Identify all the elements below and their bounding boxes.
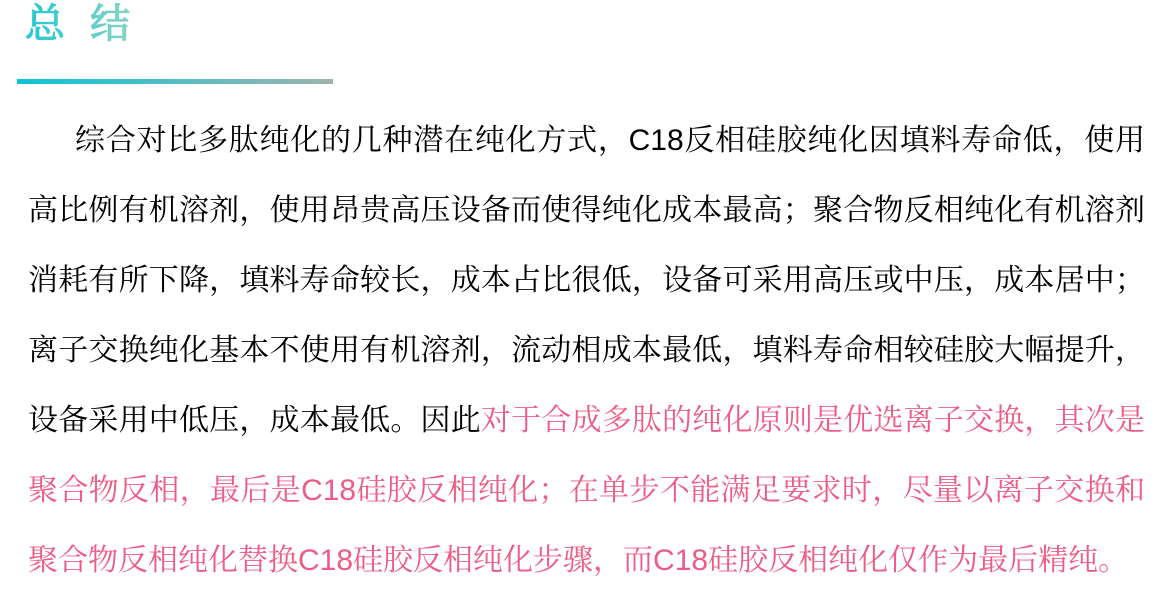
title-underline [17,79,333,84]
paragraph-main-text: 综合对比多肽纯化的几种潜在纯化方式，C18反相硅胶纯化因填料寿命低，使用高比例有机溶剂，使用昂贵高压设备而使得纯化成本最高；聚合物反相纯化有机溶剂消耗有所下降，填料寿命较长，成本占比很低，设备可采用高压或中压，成本居中；离子交换纯化基本不使用有机溶剂，流动相成本最低，填料寿命相较硅胶大幅提升，设备采用中低压，成本最低。因此 [28,124,1145,437]
paragraph-highlight-text: 对于合成多肽的纯化原则是优选离子交换，其次是聚合物反相，最后是C18硅胶反相纯化；在单步不能满足要求时，尽量以离子交换和聚合物反相纯化替换C18硅胶反相纯化步骤，而C18硅胶反相纯化仅作为最后精纯。 [28,404,1146,577]
page-title: 总 结 [25,2,138,46]
summary-paragraph [28,106,1145,596]
